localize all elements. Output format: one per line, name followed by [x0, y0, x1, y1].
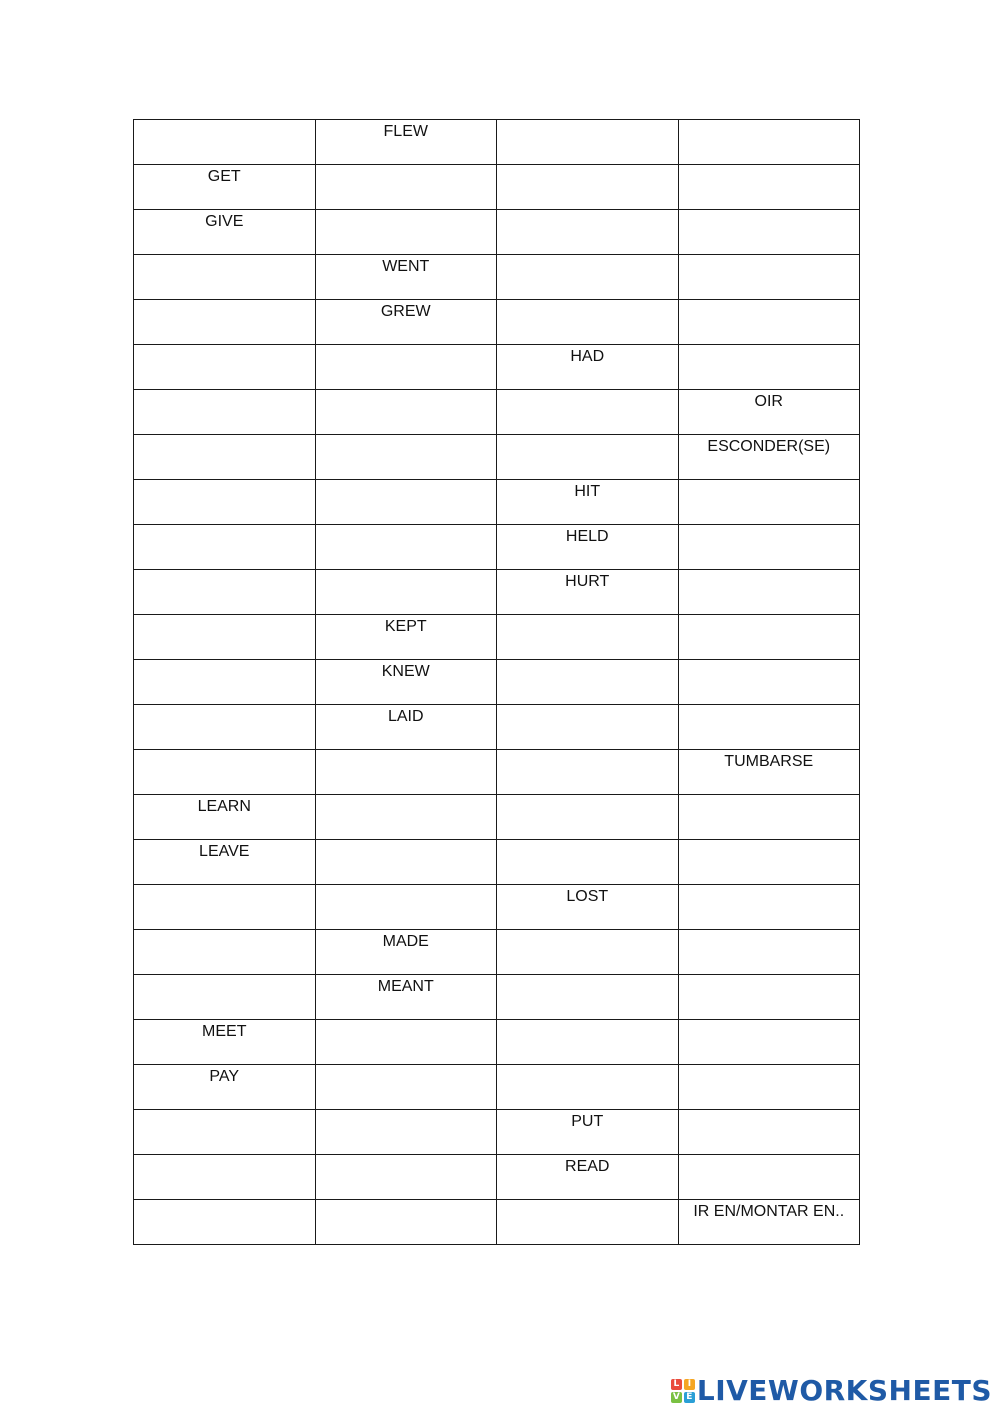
table-row [134, 570, 860, 615]
table-cell[interactable] [497, 120, 679, 165]
table-cell[interactable] [134, 1020, 316, 1065]
table-cell[interactable] [678, 390, 860, 435]
table-cell[interactable] [134, 885, 316, 930]
table-cell[interactable] [315, 795, 497, 840]
cell-text: PAY [209, 1068, 240, 1085]
cell-text: WENT [382, 258, 430, 275]
table-cell[interactable] [134, 795, 316, 840]
table-cell[interactable] [134, 390, 316, 435]
table-cell[interactable] [134, 300, 316, 345]
table-cell[interactable] [315, 840, 497, 885]
cell-text: GREW [380, 303, 431, 320]
cell-text: PUT [571, 1113, 604, 1130]
table-cell[interactable] [678, 705, 860, 750]
table-row [134, 120, 860, 165]
table-row [134, 390, 860, 435]
table-row [134, 1020, 860, 1065]
table-cell[interactable] [497, 525, 679, 570]
table-cell[interactable] [678, 570, 860, 615]
table-cell[interactable] [678, 120, 860, 165]
table-cell[interactable] [315, 1065, 497, 1110]
verbs-table-body [134, 120, 860, 1245]
cell-text: LOST [566, 888, 609, 905]
table-cell[interactable] [497, 300, 679, 345]
cell-text: LEAVE [199, 843, 250, 860]
cell-text: GIVE [205, 213, 244, 230]
table-cell[interactable] [678, 300, 860, 345]
table-cell[interactable] [134, 660, 316, 705]
table-cell[interactable] [315, 975, 497, 1020]
logo-square: L [671, 1379, 682, 1390]
table-row [134, 1155, 860, 1200]
table-row [134, 885, 860, 930]
table-cell[interactable] [497, 705, 679, 750]
cell-text: MEANT [377, 978, 434, 995]
table-cell[interactable] [678, 885, 860, 930]
table-row [134, 795, 860, 840]
table-row [134, 300, 860, 345]
cell-text: IR EN/MONTAR EN.. [693, 1203, 845, 1220]
table-cell[interactable] [315, 165, 497, 210]
verbs-table [133, 119, 860, 1245]
table-cell[interactable] [134, 210, 316, 255]
table-cell[interactable] [678, 435, 860, 480]
table-cell[interactable] [315, 1110, 497, 1155]
table-cell[interactable] [678, 1110, 860, 1155]
table-cell[interactable] [134, 165, 316, 210]
logo-square: I [684, 1379, 695, 1390]
table-cell[interactable] [497, 1065, 679, 1110]
table-row [134, 930, 860, 975]
table-cell[interactable] [497, 615, 679, 660]
table-cell[interactable] [497, 1020, 679, 1065]
table-cell[interactable] [134, 1110, 316, 1155]
cell-text: HELD [565, 528, 609, 545]
table-cell[interactable] [315, 255, 497, 300]
table-cell[interactable] [315, 750, 497, 795]
table-cell[interactable] [315, 615, 497, 660]
table-cell[interactable] [315, 345, 497, 390]
table-cell[interactable] [497, 930, 679, 975]
cell-text: MADE [382, 933, 429, 950]
table-row [134, 750, 860, 795]
table-cell[interactable] [678, 795, 860, 840]
table-cell[interactable] [678, 660, 860, 705]
table-cell[interactable] [315, 1020, 497, 1065]
table-cell[interactable] [678, 1065, 860, 1110]
cell-text: READ [565, 1158, 610, 1175]
table-row [134, 480, 860, 525]
table-cell[interactable] [134, 480, 316, 525]
table-cell[interactable] [134, 930, 316, 975]
cell-text: ESCONDER(SE) [707, 438, 831, 455]
table-cell[interactable] [678, 255, 860, 300]
table-row [134, 1110, 860, 1155]
table-cell[interactable] [497, 210, 679, 255]
table-cell[interactable] [315, 210, 497, 255]
table-cell[interactable] [134, 1155, 316, 1200]
table-row [134, 345, 860, 390]
table-cell[interactable] [497, 975, 679, 1020]
table-cell[interactable] [134, 525, 316, 570]
table-cell[interactable] [315, 300, 497, 345]
table-cell[interactable] [315, 435, 497, 480]
table-cell[interactable] [678, 480, 860, 525]
table-cell[interactable] [497, 390, 679, 435]
table-cell[interactable] [134, 120, 316, 165]
table-cell[interactable] [497, 345, 679, 390]
table-cell[interactable] [678, 525, 860, 570]
table-row [134, 840, 860, 885]
table-cell[interactable] [134, 975, 316, 1020]
table-row [134, 615, 860, 660]
table-cell[interactable] [678, 975, 860, 1020]
table-cell[interactable] [497, 570, 679, 615]
cell-text: KEPT [384, 618, 427, 635]
table-cell[interactable] [678, 165, 860, 210]
table-cell[interactable] [134, 1065, 316, 1110]
table-cell[interactable] [678, 930, 860, 975]
table-cell[interactable] [315, 1155, 497, 1200]
table-cell[interactable] [134, 255, 316, 300]
table-cell[interactable] [678, 840, 860, 885]
table-cell[interactable] [497, 840, 679, 885]
table-cell[interactable] [134, 705, 316, 750]
cell-text: LEARN [197, 798, 251, 815]
cell-text: TUMBARSE [724, 753, 814, 770]
table-cell[interactable] [134, 615, 316, 660]
table-cell[interactable] [497, 795, 679, 840]
table-row [134, 165, 860, 210]
table-cell[interactable] [315, 480, 497, 525]
cell-text: MEET [202, 1023, 247, 1040]
table-cell[interactable] [678, 1020, 860, 1065]
table-cell[interactable] [678, 750, 860, 795]
table-cell[interactable] [678, 1200, 860, 1245]
table-cell[interactable] [497, 660, 679, 705]
table-cell[interactable] [497, 165, 679, 210]
table-cell[interactable] [497, 885, 679, 930]
logo-square: E [684, 1392, 695, 1403]
table-cell[interactable] [315, 885, 497, 930]
table-cell[interactable] [134, 750, 316, 795]
table-row [134, 705, 860, 750]
brand-name: LIVEWORKSHEETS [696, 1374, 992, 1407]
table-row [134, 525, 860, 570]
cell-text: HIT [574, 483, 601, 500]
table-row [134, 975, 860, 1020]
logo-square: V [671, 1392, 682, 1403]
table-cell[interactable] [497, 480, 679, 525]
table-cell[interactable] [678, 210, 860, 255]
table-cell[interactable] [497, 1110, 679, 1155]
liveworksheets-brand [671, 1374, 992, 1407]
table-cell[interactable] [315, 705, 497, 750]
table-row [134, 255, 860, 300]
table-row [134, 1065, 860, 1110]
table-cell[interactable] [678, 615, 860, 660]
cell-text: HAD [570, 348, 605, 365]
table-cell[interactable] [497, 1200, 679, 1245]
table-cell[interactable] [134, 1200, 316, 1245]
table-cell[interactable] [497, 255, 679, 300]
table-row [134, 210, 860, 255]
table-cell[interactable] [678, 345, 860, 390]
table-row [134, 660, 860, 705]
liveworksheets-logo-icon [671, 1379, 695, 1403]
table-row [134, 1200, 860, 1245]
table-cell[interactable] [134, 570, 316, 615]
table-row [134, 435, 860, 480]
table-cell[interactable] [315, 930, 497, 975]
table-cell[interactable] [315, 120, 497, 165]
table-cell[interactable] [497, 1155, 679, 1200]
cell-text: LAID [387, 708, 424, 725]
table-cell[interactable] [134, 345, 316, 390]
cell-text: FLEW [383, 123, 428, 140]
table-cell[interactable] [134, 840, 316, 885]
table-cell[interactable] [497, 435, 679, 480]
cell-text: KNEW [381, 663, 430, 680]
table-cell[interactable] [315, 570, 497, 615]
cell-text: HURT [565, 573, 610, 590]
table-cell[interactable] [315, 525, 497, 570]
table-cell[interactable] [497, 750, 679, 795]
table-cell[interactable] [315, 1200, 497, 1245]
table-cell[interactable] [678, 1155, 860, 1200]
table-cell[interactable] [134, 435, 316, 480]
table-cell[interactable] [315, 390, 497, 435]
table-cell[interactable] [315, 660, 497, 705]
cell-text: OIR [754, 393, 783, 410]
cell-text: GET [207, 168, 241, 185]
